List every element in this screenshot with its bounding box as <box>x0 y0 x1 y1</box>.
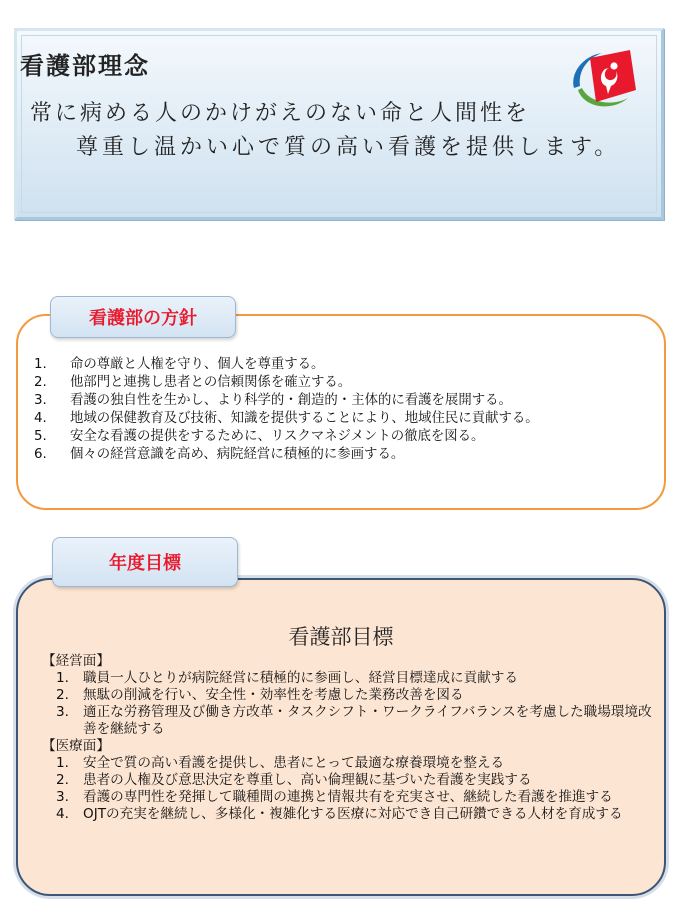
list-item-text: 看護の独自性を生かし、より科学的・創造的・主体的に看護を展開する。 <box>70 393 512 408</box>
list-item-text: 個々の経営意識を高め、病院経営に積極的に参画する。 <box>70 447 405 462</box>
management-goal-item <box>42 704 652 738</box>
list-item-number: 1. <box>56 755 69 771</box>
management-goal-item <box>42 670 652 687</box>
medical-goal-item <box>42 772 652 789</box>
medical-goal-item <box>42 755 652 772</box>
list-item-text: 地域の保健教育及び技術、知識を提供することにより、地域住民に貢献する。 <box>70 411 539 426</box>
policy-item <box>34 410 654 428</box>
list-item-text: 安全で質の高い看護を提供し、患者にとって最適な療養環境を整える <box>83 755 505 771</box>
list-item-text: 職員一人ひとりが病院経営に積極的に参画し、経営目標達成に貢献する <box>83 670 518 686</box>
list-item-number: 2. <box>34 375 47 390</box>
policy-item <box>34 374 654 392</box>
list-item-text: 命の尊厳と人権を守り、個人を尊重する。 <box>70 357 325 372</box>
list-item-number: 4. <box>56 806 69 822</box>
management-category-label: 【経営面】 <box>42 653 110 669</box>
list-item-text: OJTの充実を継続し、多様化・複雑化する医療に対応でき自己研鑽できる人材を育成する <box>83 806 623 822</box>
management-goal-item <box>42 687 652 704</box>
list-item-number: 3. <box>34 393 47 408</box>
goal-content <box>42 653 652 823</box>
policy-item <box>34 356 654 374</box>
list-item-number: 4. <box>34 411 47 426</box>
list-item-text: 他部門と連携し患者との信頼関係を確立する。 <box>70 375 352 390</box>
medical-goal-item <box>42 806 652 823</box>
philosophy-title: 看護部理念 <box>20 51 150 80</box>
list-item-text: 患者の人権及び意思決定を尊重し、高い倫理観に基づいた看護を実践する <box>83 772 532 788</box>
list-item-number: 3. <box>56 789 69 805</box>
list-item-number: 1. <box>56 670 69 686</box>
list-item-text: 無駄の削減を行い、安全性・効率性を考慮した業務改善を図る <box>83 687 464 703</box>
list-item-text: 看護の専門性を発揮して職種間の連携と情報共有を充実させ、継続した看護を推進する <box>83 789 613 805</box>
list-item-number: 2. <box>56 772 69 788</box>
list-item-text: 安全な看護の提供をするために、リスクマネジメントの徹底を図る。 <box>70 429 485 444</box>
medical-goal-item <box>42 789 652 806</box>
policy-item <box>34 392 654 410</box>
hospital-logo-icon <box>568 44 640 116</box>
medical-goal-list <box>42 755 652 823</box>
management-goal-list <box>42 670 652 738</box>
goal-tab-label: 年度目標 <box>52 537 238 587</box>
list-item-number: 5. <box>34 429 47 444</box>
list-item-text: 適正な労務管理及び働き方改革・タスクシフト・ワークライフバランスを考慮した職場環境改善を継続する <box>83 704 652 737</box>
philosophy-text-line-1: 常に病める人のかけがえのない命と人間性を <box>30 101 531 126</box>
list-item-number: 6. <box>34 447 47 462</box>
policy-item <box>34 446 654 464</box>
medical-category-label: 【医療面】 <box>42 738 110 754</box>
goal-heading: 看護部目標 <box>288 625 394 649</box>
list-item-number: 2. <box>56 687 69 703</box>
list-item-number: 1. <box>34 357 47 372</box>
list-item-number: 3. <box>56 704 69 720</box>
policy-list <box>34 356 654 464</box>
policy-tab-label: 看護部の方針 <box>50 296 236 338</box>
policy-item <box>34 428 654 446</box>
philosophy-text-line-2: 尊重し温かい心で質の高い看護を提供します。 <box>76 135 621 160</box>
